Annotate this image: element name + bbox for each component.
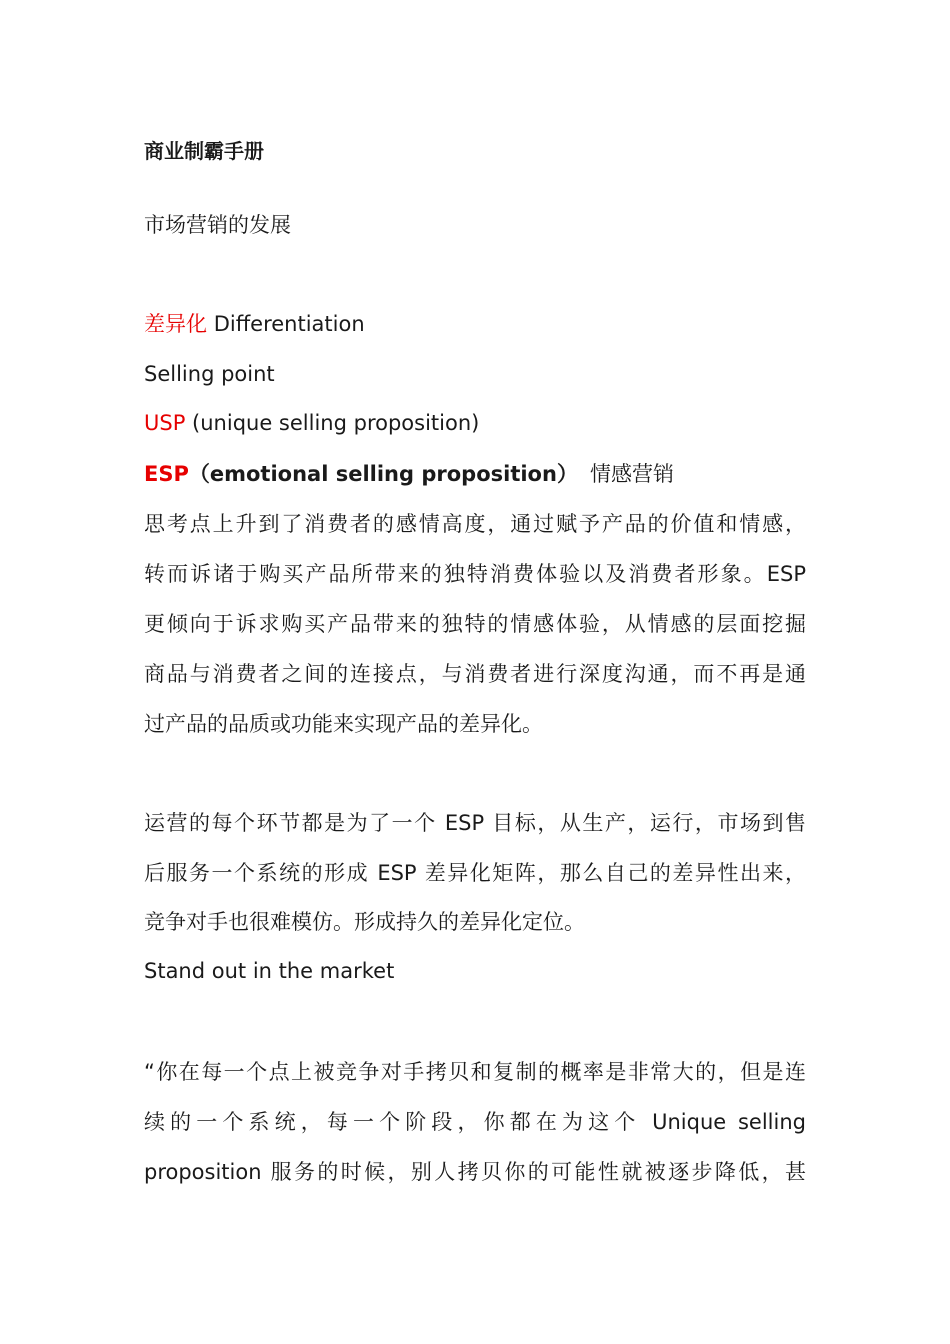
section-heading: 市场营销的发展: [144, 213, 291, 237]
paragraph-line: 续的一个系统，每一个阶段，你都在为这个 Unique selling: [144, 1110, 806, 1134]
term-esp-abbr: ESP: [144, 462, 189, 486]
paragraph-line: 运营的每个环节都是为了一个 ESP 目标，从生产，运行，市场到售: [144, 811, 806, 835]
term-selling-point: Selling point: [144, 362, 275, 386]
paragraph-line: 过产品的品质或功能来实现产品的差异化。: [144, 712, 543, 736]
paragraph-line: 更倾向于诉求购买产品带来的独特的情感体验，从情感的层面挖掘: [144, 612, 806, 636]
term-usp-abbr: USP: [144, 411, 186, 435]
paragraph-line: 思考点上升到了消费者的感情高度，通过赋予产品的价值和情感，: [144, 512, 806, 536]
paragraph-line: “你在每一个点上被竞争对手拷贝和复制的概率是非常大的，但是连: [144, 1060, 806, 1084]
paragraph-line: proposition 服务的时候，别人拷贝你的可能性就被逐步降低，甚: [144, 1160, 806, 1184]
stand-out-line: Stand out in the market: [144, 959, 395, 983]
term-usp-full: (unique selling proposition): [185, 411, 480, 435]
term-differentiation: [144, 309, 365, 339]
paragraph-line: 转而诉诸于购买产品所带来的独特消费体验以及消费者形象。ESP: [144, 562, 806, 586]
paragraph-line: 竞争对手也很难模仿。形成持久的差异化定位。: [144, 910, 585, 934]
paragraph-line: 商品与消费者之间的连接点，与消费者进行深度沟通，而不再是通: [144, 662, 806, 686]
paragraph-line: 后服务一个系统的形成 ESP 差异化矩阵，那么自己的差异性出来，: [144, 861, 806, 885]
term-differentiation-cn: 差异化: [144, 312, 207, 336]
term-esp-full: （emotional selling proposition）: [188, 462, 578, 486]
term-differentiation-en: Differentiation: [213, 312, 365, 336]
document-title: 商业制霸手册: [144, 139, 264, 163]
term-esp: [144, 459, 674, 489]
term-usp: [144, 408, 479, 438]
term-esp-cn: 情感营销: [589, 462, 674, 486]
